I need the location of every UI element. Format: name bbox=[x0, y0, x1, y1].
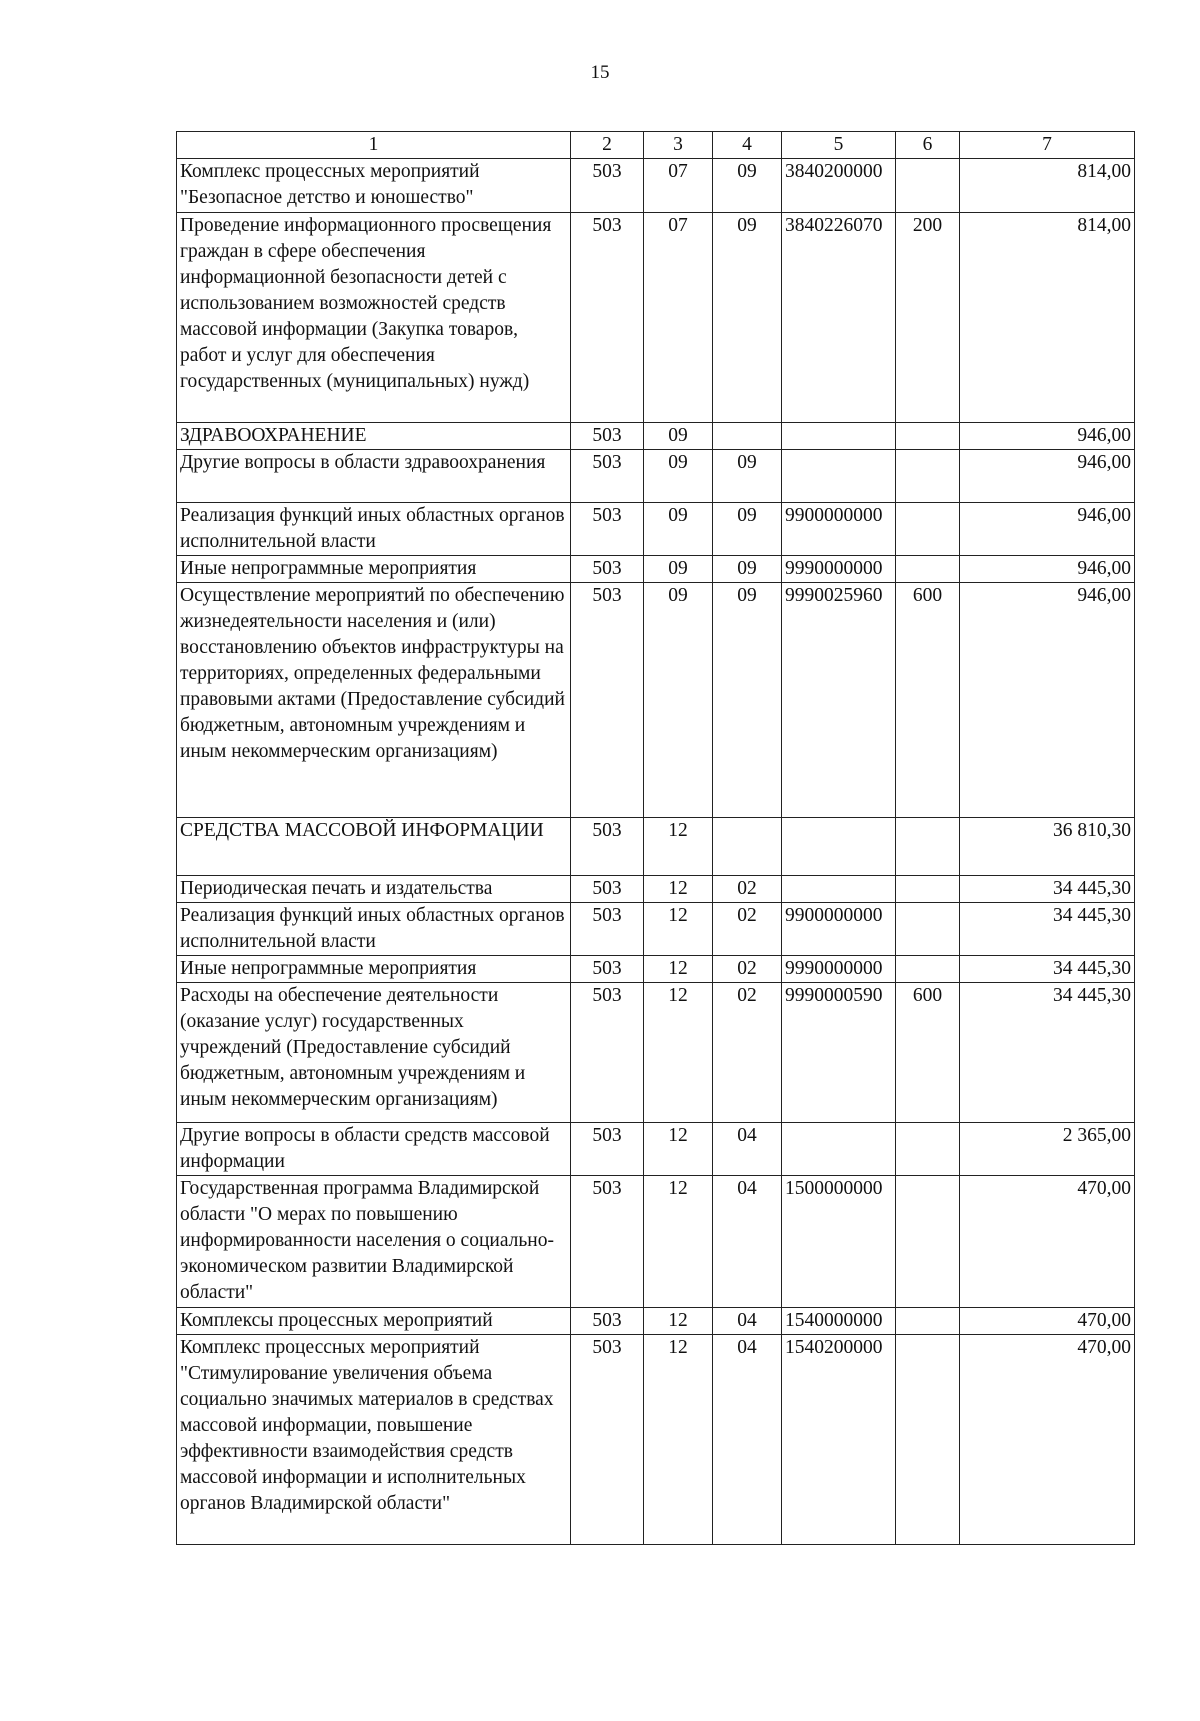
header-cell: 2 bbox=[571, 132, 644, 159]
expense-type-cell bbox=[896, 159, 960, 213]
subsection-code-cell: 09 bbox=[713, 159, 782, 213]
item-name-cell: ЗДРАВООХРАНЕНИЕ bbox=[177, 423, 571, 450]
item-name-cell: Реализация функций иных областных органов исполнительной власти bbox=[177, 503, 571, 556]
item-name-cell: Иные непрограммные мероприятия bbox=[177, 556, 571, 583]
subsection-code-cell: 09 bbox=[713, 503, 782, 556]
subsection-code-cell: 04 bbox=[713, 1335, 782, 1545]
expense-type-cell bbox=[896, 423, 960, 450]
amount-cell: 946,00 bbox=[960, 423, 1135, 450]
table-row bbox=[177, 903, 1135, 956]
table-row bbox=[177, 583, 1135, 818]
target-article-cell: 1540200000 bbox=[782, 1335, 896, 1545]
table-row bbox=[177, 450, 1135, 503]
target-article-cell bbox=[782, 876, 896, 903]
header-cell: 6 bbox=[896, 132, 960, 159]
item-name-cell: Государственная программа Владимирской области "О мерах по повышению информированности населения о социально-экономическом развитии Владимирской области" bbox=[177, 1176, 571, 1308]
amount-cell: 946,00 bbox=[960, 503, 1135, 556]
section-code-cell: 12 bbox=[644, 956, 713, 983]
table-row bbox=[177, 503, 1135, 556]
section-code-cell: 12 bbox=[644, 1308, 713, 1335]
target-article-cell bbox=[782, 450, 896, 503]
ministry-code-cell: 503 bbox=[571, 450, 644, 503]
section-code-cell: 07 bbox=[644, 213, 713, 423]
table-row bbox=[177, 956, 1135, 983]
section-code-cell: 12 bbox=[644, 818, 713, 876]
item-name-cell: Комплекс процессных мероприятий "Стимулирование увеличения объема социально значимых материалов в средствах массовой информации, повышение эффективности взаимодействия средств массовой информации и исполнительных органов Владимирской области" bbox=[177, 1335, 571, 1545]
expense-type-cell bbox=[896, 1335, 960, 1545]
target-article-cell bbox=[782, 1123, 896, 1176]
table-row bbox=[177, 1335, 1135, 1545]
subsection-code-cell: 09 bbox=[713, 450, 782, 503]
amount-cell: 34 445,30 bbox=[960, 956, 1135, 983]
ministry-code-cell: 503 bbox=[571, 503, 644, 556]
item-name-cell: Другие вопросы в области средств массовой информации bbox=[177, 1123, 571, 1176]
section-code-cell: 09 bbox=[644, 450, 713, 503]
amount-cell: 470,00 bbox=[960, 1308, 1135, 1335]
section-code-cell: 09 bbox=[644, 503, 713, 556]
subsection-code-cell: 09 bbox=[713, 583, 782, 818]
expense-type-cell bbox=[896, 1308, 960, 1335]
subsection-code-cell: 09 bbox=[713, 213, 782, 423]
header-cell: 7 bbox=[960, 132, 1135, 159]
table-row bbox=[177, 213, 1135, 423]
target-article-cell bbox=[782, 818, 896, 876]
header-cell: 3 bbox=[644, 132, 713, 159]
target-article-cell: 1540000000 bbox=[782, 1308, 896, 1335]
section-code-cell: 07 bbox=[644, 159, 713, 213]
ministry-code-cell: 503 bbox=[571, 956, 644, 983]
amount-cell: 946,00 bbox=[960, 583, 1135, 818]
table-row bbox=[177, 876, 1135, 903]
amount-cell: 470,00 bbox=[960, 1176, 1135, 1308]
section-code-cell: 12 bbox=[644, 1123, 713, 1176]
item-name-cell: Другие вопросы в области здравоохранения bbox=[177, 450, 571, 503]
table-row bbox=[177, 159, 1135, 213]
ministry-code-cell: 503 bbox=[571, 583, 644, 818]
section-code-cell: 12 bbox=[644, 1335, 713, 1545]
header-cell: 5 bbox=[782, 132, 896, 159]
table-row bbox=[177, 1308, 1135, 1335]
ministry-code-cell: 503 bbox=[571, 1308, 644, 1335]
amount-cell: 2 365,00 bbox=[960, 1123, 1135, 1176]
item-name-cell: Реализация функций иных областных органов исполнительной власти bbox=[177, 903, 571, 956]
subsection-code-cell bbox=[713, 423, 782, 450]
subsection-code-cell bbox=[713, 818, 782, 876]
section-code-cell: 12 bbox=[644, 903, 713, 956]
item-name-cell: СРЕДСТВА МАССОВОЙ ИНФОРМАЦИИ bbox=[177, 818, 571, 876]
target-article-cell: 9990000000 bbox=[782, 556, 896, 583]
target-article-cell: 9990000000 bbox=[782, 956, 896, 983]
table-header-row bbox=[177, 132, 1135, 159]
subsection-code-cell: 02 bbox=[713, 876, 782, 903]
ministry-code-cell: 503 bbox=[571, 818, 644, 876]
subsection-code-cell: 04 bbox=[713, 1123, 782, 1176]
expense-type-cell bbox=[896, 1176, 960, 1308]
target-article-cell: 1500000000 bbox=[782, 1176, 896, 1308]
target-article-cell: 9900000000 bbox=[782, 503, 896, 556]
table-row bbox=[177, 556, 1135, 583]
expense-type-cell bbox=[896, 818, 960, 876]
ministry-code-cell: 503 bbox=[571, 1123, 644, 1176]
item-name-cell: Комплексы процессных мероприятий bbox=[177, 1308, 571, 1335]
amount-cell: 946,00 bbox=[960, 450, 1135, 503]
expense-type-cell: 600 bbox=[896, 983, 960, 1123]
amount-cell: 814,00 bbox=[960, 159, 1135, 213]
section-code-cell: 09 bbox=[644, 423, 713, 450]
expense-type-cell bbox=[896, 876, 960, 903]
amount-cell: 946,00 bbox=[960, 556, 1135, 583]
expense-type-cell bbox=[896, 1123, 960, 1176]
ministry-code-cell: 503 bbox=[571, 876, 644, 903]
header-cell: 1 bbox=[177, 132, 571, 159]
amount-cell: 34 445,30 bbox=[960, 983, 1135, 1123]
subsection-code-cell: 02 bbox=[713, 956, 782, 983]
ministry-code-cell: 503 bbox=[571, 159, 644, 213]
budget-table bbox=[176, 131, 1135, 1545]
table-row bbox=[177, 1176, 1135, 1308]
target-article-cell: 9990025960 bbox=[782, 583, 896, 818]
header-cell: 4 bbox=[713, 132, 782, 159]
target-article-cell: 3840200000 bbox=[782, 159, 896, 213]
section-code-cell: 12 bbox=[644, 876, 713, 903]
amount-cell: 36 810,30 bbox=[960, 818, 1135, 876]
item-name-cell: Осуществление мероприятий по обеспечению жизнедеятельности населения и (или) восстановлению объектов инфраструктуры на территориях, определенных федеральными правовыми актами (Предоставление субсидий бюджетным, автономным учреждениям и иным некоммерческим организациям) bbox=[177, 583, 571, 818]
subsection-code-cell: 04 bbox=[713, 1176, 782, 1308]
subsection-code-cell: 04 bbox=[713, 1308, 782, 1335]
section-code-cell: 09 bbox=[644, 556, 713, 583]
expense-type-cell: 600 bbox=[896, 583, 960, 818]
expense-type-cell bbox=[896, 903, 960, 956]
subsection-code-cell: 09 bbox=[713, 556, 782, 583]
ministry-code-cell: 503 bbox=[571, 213, 644, 423]
ministry-code-cell: 503 bbox=[571, 556, 644, 583]
ministry-code-cell: 503 bbox=[571, 1176, 644, 1308]
subsection-code-cell: 02 bbox=[713, 903, 782, 956]
ministry-code-cell: 503 bbox=[571, 423, 644, 450]
target-article-cell: 9900000000 bbox=[782, 903, 896, 956]
expense-type-cell: 200 bbox=[896, 213, 960, 423]
ministry-code-cell: 503 bbox=[571, 983, 644, 1123]
amount-cell: 34 445,30 bbox=[960, 903, 1135, 956]
target-article-cell bbox=[782, 423, 896, 450]
ministry-code-cell: 503 bbox=[571, 903, 644, 956]
section-code-cell: 12 bbox=[644, 1176, 713, 1308]
section-code-cell: 09 bbox=[644, 583, 713, 818]
expense-type-cell bbox=[896, 503, 960, 556]
target-article-cell: 9990000590 bbox=[782, 983, 896, 1123]
amount-cell: 814,00 bbox=[960, 213, 1135, 423]
table-row bbox=[177, 423, 1135, 450]
item-name-cell: Иные непрограммные мероприятия bbox=[177, 956, 571, 983]
section-code-cell: 12 bbox=[644, 983, 713, 1123]
expense-type-cell bbox=[896, 956, 960, 983]
item-name-cell: Проведение информационного просвещения граждан в сфере обеспечения информационной безопасности детей с использованием возможностей средств массовой информации (Закупка товаров, работ и услуг для обеспечения государственных (муниципальных) нужд) bbox=[177, 213, 571, 423]
item-name-cell: Периодическая печать и издательства bbox=[177, 876, 571, 903]
subsection-code-cell: 02 bbox=[713, 983, 782, 1123]
amount-cell: 34 445,30 bbox=[960, 876, 1135, 903]
table-row bbox=[177, 983, 1135, 1123]
item-name-cell: Расходы на обеспечение деятельности (оказание услуг) государственных учреждений (Предоставление субсидий бюджетным, автономным учреждениям и иным некоммерческим организациям) bbox=[177, 983, 571, 1123]
page-number: 15 bbox=[590, 62, 610, 83]
target-article-cell: 3840226070 bbox=[782, 213, 896, 423]
expense-type-cell bbox=[896, 556, 960, 583]
amount-cell: 470,00 bbox=[960, 1335, 1135, 1545]
table-row bbox=[177, 1123, 1135, 1176]
expense-type-cell bbox=[896, 450, 960, 503]
item-name-cell: Комплекс процессных мероприятий "Безопасное детство и юношество" bbox=[177, 159, 571, 213]
table-row bbox=[177, 818, 1135, 876]
ministry-code-cell: 503 bbox=[571, 1335, 644, 1545]
